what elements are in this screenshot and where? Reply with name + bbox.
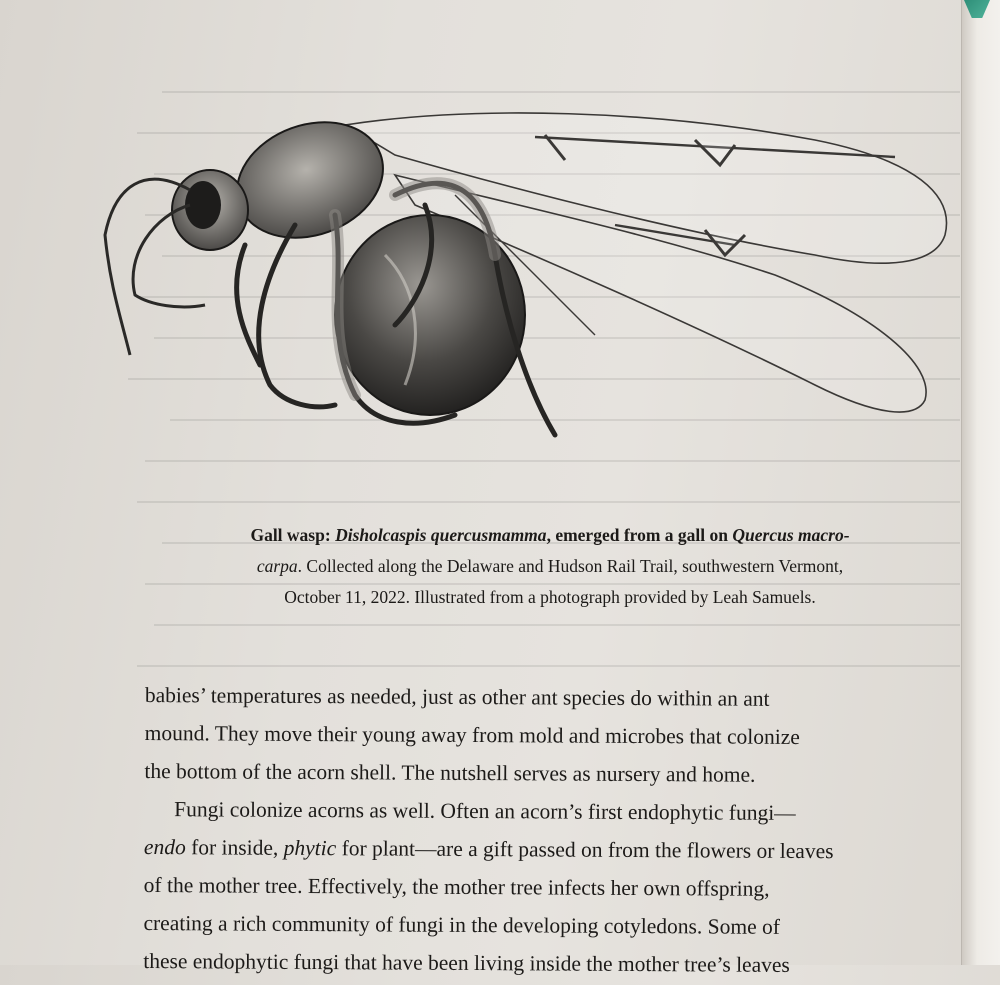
paragraph-2 xyxy=(143,790,956,985)
eye xyxy=(185,181,221,229)
body-fragment: for inside, xyxy=(185,835,284,860)
caption-mid: , emerged from a gall on xyxy=(546,525,729,545)
body-line: mound. They move their young away from mold and microbes that colonize xyxy=(144,720,800,750)
figure-caption xyxy=(150,520,950,613)
body-fragment: for plant—are a gift passed on from the flowers or leaves xyxy=(336,836,834,864)
caption-line3: October 11, 2022. Illustrated from a photograph provided by Leah Samuels. xyxy=(284,587,816,607)
body-line: creating a rich community of fungi in the developing cotyledons. Some of xyxy=(143,910,781,939)
term-endo: endo xyxy=(143,834,186,860)
gall-wasp-illustration xyxy=(95,85,965,450)
antennae xyxy=(105,179,205,355)
body-line: these endophytic fungi that have been living inside the mother tree’s leaves xyxy=(143,948,790,977)
caption-species: Disholcaspis quercusmamma xyxy=(335,525,547,545)
paragraph-1 xyxy=(144,676,957,795)
page-edge xyxy=(961,0,1000,965)
term-phytic: phytic xyxy=(283,835,337,861)
caption-host-a: Quercus macro- xyxy=(732,525,850,545)
body-line: the bottom of the acorn shell. The nutshell serves as nursery and home. xyxy=(144,758,756,787)
body-line: of the mother tree. Effectively, the mother tree infects her own offspring, xyxy=(143,872,770,901)
body-line: babies’ temperatures as needed, just as other ant species do within an ant xyxy=(144,682,770,711)
body-line-2 xyxy=(144,828,956,871)
caption-host-b: carpa xyxy=(256,556,298,576)
body-line: Fungi colonize acorns as well. Often an acorn’s first endophytic fungi— xyxy=(174,797,796,825)
caption-line1-rest: . Collected along the Delaware and Hudson Rail Trail, southwestern Vermont, xyxy=(297,556,844,576)
caption-label: Gall wasp: xyxy=(250,525,331,545)
body-text xyxy=(143,676,957,985)
